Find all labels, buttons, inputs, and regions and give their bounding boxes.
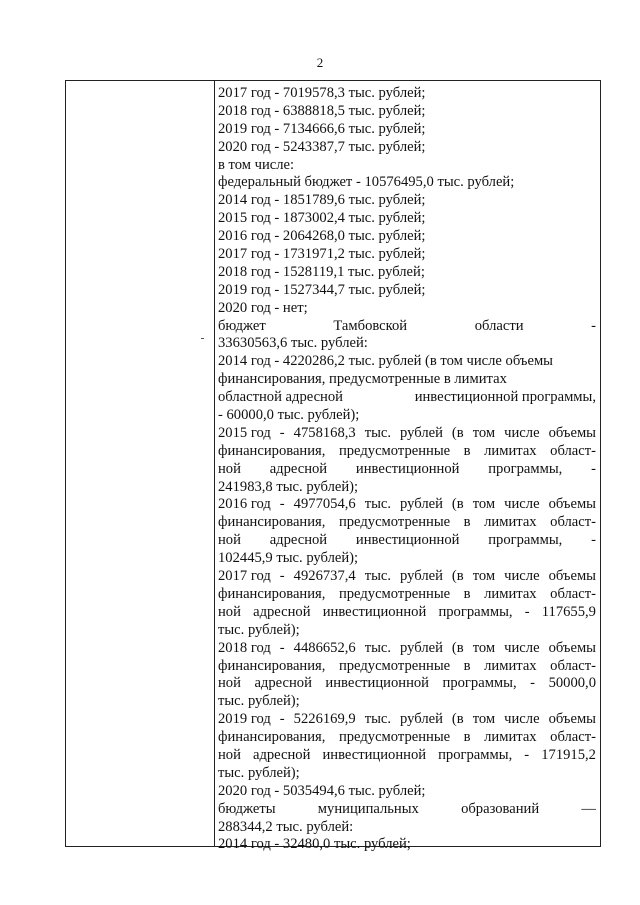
text-word: рублей xyxy=(400,711,443,728)
text-word: финансирования, xyxy=(218,514,326,531)
text-line xyxy=(218,711,596,729)
text-line xyxy=(218,514,596,532)
text-word: 4758168,3 xyxy=(293,424,356,441)
text-line: 2017 год - 1731971,2 тыс. рублей; xyxy=(218,246,426,263)
text-word: инвестиционной xyxy=(355,532,460,549)
text-word: инвестиционной xyxy=(325,675,429,692)
text-line xyxy=(218,747,596,765)
text-word: тыс. xyxy=(364,568,392,585)
text-word: адресной xyxy=(254,675,312,692)
text-word: - xyxy=(530,675,536,692)
text-word: объемы xyxy=(548,496,596,513)
text-word: образований xyxy=(461,800,540,817)
text-word: 50000,0 xyxy=(548,675,596,692)
text-word: объемы xyxy=(548,711,596,728)
funding-text-cell xyxy=(218,85,596,854)
text-word: муниципальных xyxy=(317,800,419,817)
text-word: - xyxy=(279,568,285,585)
text-line xyxy=(218,496,596,514)
text-word: ной xyxy=(218,460,241,477)
text-word: инвестиционной xyxy=(355,460,460,477)
text-line xyxy=(218,443,596,461)
text-line: 288344,2 тыс. рублей: xyxy=(218,818,354,835)
text-line: - 60000,0 тыс. рублей); xyxy=(218,407,360,424)
column-divider xyxy=(214,81,215,846)
text-word: област- xyxy=(550,442,596,459)
text-word: - xyxy=(591,460,596,477)
text-word: программы, xyxy=(442,675,517,692)
text-word: финансирования, xyxy=(218,657,326,674)
text-line: 2019 год - 1527344,7 тыс. рублей; xyxy=(218,281,426,298)
text-word: в xyxy=(463,442,471,459)
text-word: в xyxy=(463,514,471,531)
text-word: тыс. xyxy=(364,711,392,728)
text-word: том xyxy=(472,568,496,585)
text-word: ной xyxy=(218,675,241,692)
text-word: област- xyxy=(550,585,596,602)
text-word: том xyxy=(472,496,496,513)
text-line xyxy=(218,640,596,658)
text-line xyxy=(218,568,596,586)
text-word: числе xyxy=(504,424,540,441)
text-word: - xyxy=(524,746,530,763)
text-word: 2015 год xyxy=(218,424,271,441)
text-word: финансирования, xyxy=(218,585,326,602)
text-word: лимитах xyxy=(484,442,537,459)
text-line xyxy=(218,658,596,676)
text-word: — xyxy=(581,800,596,817)
text-line: 2014 год - 32480,0 тыс. рублей; xyxy=(218,836,411,853)
text-word: област- xyxy=(550,514,596,531)
text-line: 2020 год - 5035494,6 тыс. рублей; xyxy=(218,782,426,799)
text-line xyxy=(218,389,596,407)
text-word: (в xyxy=(451,711,464,728)
text-word: - xyxy=(279,424,285,441)
text-line: 241983,8 тыс. рублей); xyxy=(218,478,359,495)
text-word: рублей xyxy=(400,568,443,585)
text-line: тыс. рублей); xyxy=(218,764,300,781)
text-word: област- xyxy=(550,729,596,746)
text-line: 2018 год - 6388818,5 тыс. рублей; xyxy=(218,102,426,119)
text-word: программы, xyxy=(438,603,513,620)
text-word: числе xyxy=(504,711,540,728)
text-word: лимитах xyxy=(484,657,537,674)
text-word: 2019 год xyxy=(218,711,271,728)
text-line: федеральный бюджет - 10576495,0 тыс. рублей; xyxy=(218,174,515,191)
text-line xyxy=(218,318,596,336)
text-word: объемы xyxy=(548,639,596,656)
text-word: (в xyxy=(451,568,464,585)
text-line: 2015 год - 1873002,4 тыс. рублей; xyxy=(218,210,426,227)
text-word: в xyxy=(463,729,471,746)
text-word: программы, xyxy=(488,532,563,549)
text-line: 2020 год - нет; xyxy=(218,299,308,316)
text-word: 4926737,4 xyxy=(293,568,356,585)
text-word: 117655,9 xyxy=(541,603,596,620)
text-word: тыс. xyxy=(364,424,392,441)
text-word: 2016 год xyxy=(218,496,271,513)
text-line xyxy=(218,425,596,443)
text-word: том xyxy=(472,424,496,441)
text-line: тыс. рублей); xyxy=(218,693,300,710)
text-word: лимитах xyxy=(484,514,537,531)
text-word: 171915,2 xyxy=(541,746,596,763)
text-word: адресной xyxy=(253,603,311,620)
text-word: в xyxy=(463,657,471,674)
text-word: адресной xyxy=(269,460,328,477)
text-word: областной адресной xyxy=(218,389,343,406)
text-word: 4977054,6 xyxy=(293,496,356,513)
text-word: том xyxy=(472,639,496,656)
text-word: рублей xyxy=(400,424,443,441)
text-word: числе xyxy=(504,568,540,585)
text-line xyxy=(218,586,596,604)
text-line: 2014 год - 1851789,6 тыс. рублей; xyxy=(218,192,426,209)
text-word: Тамбовской xyxy=(333,317,408,334)
text-line xyxy=(218,461,596,479)
text-word: финансирования, xyxy=(218,442,326,459)
text-word: тыс. xyxy=(364,639,392,656)
text-line: 2020 год - 5243387,7 тыс. рублей; xyxy=(218,138,426,155)
scan-artifact xyxy=(201,338,204,339)
text-word: ной xyxy=(218,746,241,763)
text-word: адресной xyxy=(252,746,311,763)
text-word: (в xyxy=(451,496,464,513)
text-line: 2017 год - 7019578,3 тыс. рублей; xyxy=(218,85,426,101)
text-word: 2017 год xyxy=(218,568,271,585)
text-word: лимитах xyxy=(484,585,537,602)
text-word: лимитах xyxy=(484,729,537,746)
text-word: - xyxy=(279,711,285,728)
text-line xyxy=(218,801,596,819)
text-line: 2016 год - 2064268,0 тыс. рублей; xyxy=(218,228,426,245)
text-word: - xyxy=(524,603,530,620)
text-word: 4486652,6 xyxy=(293,639,356,656)
text-word: инвестиционной xyxy=(322,603,427,620)
text-word: - xyxy=(279,496,285,513)
text-line: 33630563,6 тыс. рублей: xyxy=(218,335,368,352)
text-word: тыс. xyxy=(364,496,392,513)
text-word: ной xyxy=(218,532,241,549)
text-line: 102445,9 тыс. рублей); xyxy=(218,550,359,567)
text-word: - xyxy=(279,639,285,656)
text-word: том xyxy=(472,711,496,728)
text-word: числе xyxy=(504,639,540,656)
text-word: - xyxy=(591,317,596,334)
text-line xyxy=(218,675,596,693)
text-word: предусмотренные xyxy=(338,657,451,674)
text-word: ной xyxy=(218,603,241,620)
text-word: программы, xyxy=(438,746,513,763)
text-word: рублей xyxy=(400,639,443,656)
text-word: объемы xyxy=(548,568,596,585)
text-word: области xyxy=(474,317,524,334)
text-word: 2018 год xyxy=(218,639,271,656)
text-word: в xyxy=(463,585,471,602)
page-number: 2 xyxy=(316,55,324,70)
text-word: адресной xyxy=(269,532,328,549)
text-word: предусмотренные xyxy=(338,585,451,602)
text-word: объемы xyxy=(548,424,596,441)
text-word: рублей xyxy=(400,496,443,513)
text-word: (в xyxy=(451,424,464,441)
funding-table xyxy=(65,80,601,853)
text-word: (в xyxy=(451,639,464,656)
text-word: бюджет xyxy=(218,317,266,334)
text-word: инвестиционной xyxy=(322,746,427,763)
text-word: предусмотренные xyxy=(338,729,451,746)
text-word: финансирования, xyxy=(218,729,326,746)
text-word: - xyxy=(591,532,596,549)
text-word: программы, xyxy=(488,460,563,477)
text-line: 2014 год - 4220286,2 тыс. рублей (в том числе объемы xyxy=(218,353,553,370)
text-line xyxy=(218,604,596,622)
text-line: 2019 год - 7134666,6 тыс. рублей; xyxy=(218,120,426,137)
text-word: предусмотренные xyxy=(338,442,451,459)
text-line: 2018 год - 1528119,1 тыс. рублей; xyxy=(218,263,425,280)
text-line xyxy=(218,729,596,747)
text-line: в том числе: xyxy=(218,156,295,173)
text-word: инвестиционной программы, xyxy=(414,389,596,406)
text-word: бюджеты xyxy=(218,800,276,817)
text-line: тыс. рублей); xyxy=(218,621,300,638)
text-word: предусмотренные xyxy=(338,514,451,531)
text-word: числе xyxy=(504,496,540,513)
text-word: област- xyxy=(550,657,596,674)
text-word: 5226169,9 xyxy=(293,711,356,728)
text-line xyxy=(218,532,596,550)
text-line: финансирования, предусмотренные в лимитах xyxy=(218,371,507,388)
